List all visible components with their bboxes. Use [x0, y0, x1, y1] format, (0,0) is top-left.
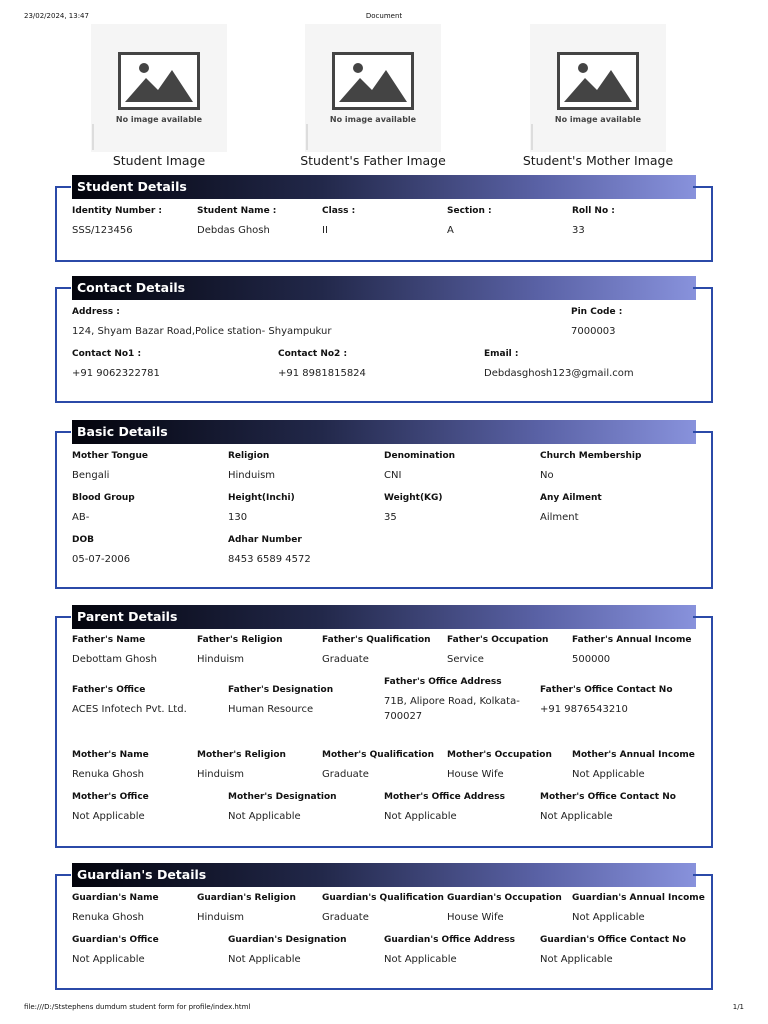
- any-ailment-label: Any Ailment: [540, 493, 602, 503]
- father-religion-value: Hinduism: [197, 654, 245, 665]
- contact-no2-label: Contact No2 :: [278, 349, 348, 359]
- denomination-label: Denomination: [384, 451, 456, 461]
- address-label: Address :: [72, 307, 120, 317]
- church-membership-value: No: [540, 470, 554, 481]
- father-income-value: 500000: [572, 654, 611, 665]
- guardian-qualification-label: Guardian's Qualification: [322, 893, 444, 903]
- student-image-placeholder: [91, 24, 227, 152]
- contact-no1-value: +91 9062322781: [72, 368, 160, 379]
- section-title: Parent Details: [72, 605, 696, 629]
- father-occupation-label: Father's Occupation: [447, 635, 549, 645]
- print-file-path: file:///D:/Ststephens dumdum student form for profile/index.html: [24, 1003, 251, 1011]
- father-office-label: Father's Office: [72, 685, 146, 695]
- mother-occupation-value: House Wife: [447, 769, 504, 780]
- religion-label: Religion: [228, 451, 270, 461]
- father-designation-label: Father's Designation: [228, 685, 334, 695]
- mother-designation-label: Mother's Designation: [228, 792, 337, 802]
- mother-image-placeholder: [530, 24, 666, 152]
- guardian-occupation-value: House Wife: [447, 912, 504, 923]
- religion-value: Hinduism: [228, 470, 276, 481]
- roll-no-label: Roll No :: [572, 206, 615, 216]
- student-image-label: Student Image: [112, 153, 206, 168]
- height-value: 130: [228, 512, 248, 523]
- student-details-section: [55, 179, 713, 262]
- father-office-contact-label: Father's Office Contact No: [540, 685, 673, 695]
- guardian-qualification-value: Graduate: [322, 912, 369, 923]
- identity-number-value: SSS/123456: [72, 225, 133, 236]
- image-placeholder-icon: [118, 52, 200, 110]
- father-office-address-label: Father's Office Address: [384, 677, 502, 687]
- section-label: Section :: [447, 206, 492, 216]
- placeholder-watermark: [306, 124, 308, 150]
- father-office-address-value: 71B, Alipore Road, Kolkata-700027: [384, 696, 520, 722]
- mother-name-label: Mother's Name: [72, 750, 149, 760]
- guardian-income-value: Not Applicable: [572, 912, 645, 923]
- section-value: A: [447, 225, 454, 236]
- guardian-office-value: Not Applicable: [72, 954, 145, 965]
- guardian-office-address-value: Not Applicable: [384, 954, 457, 965]
- print-document-title: Document: [365, 12, 403, 20]
- image-placeholder-icon: [557, 52, 639, 110]
- mother-qualification-value: Graduate: [322, 769, 369, 780]
- no-image-text: No image available: [115, 115, 203, 124]
- mother-name-value: Renuka Ghosh: [72, 769, 145, 780]
- guardian-name-label: Guardian's Name: [72, 893, 159, 903]
- father-office-contact-value: +91 9876543210: [540, 704, 628, 715]
- image-placeholder-icon: [332, 52, 414, 110]
- placeholder-watermark: [92, 124, 94, 150]
- guardian-name-value: Renuka Ghosh: [72, 912, 145, 923]
- father-designation-value: Human Resource: [228, 704, 314, 715]
- church-membership-label: Church Membership: [540, 451, 642, 461]
- mother-office-address-value: Not Applicable: [384, 811, 457, 822]
- blood-group-value: AB-: [72, 512, 90, 523]
- guardian-office-contact-value: Not Applicable: [540, 954, 613, 965]
- mother-tongue-value: Bengali: [72, 470, 110, 481]
- father-income-label: Father's Annual Income: [572, 635, 692, 645]
- mother-designation-value: Not Applicable: [228, 811, 301, 822]
- father-occupation-value: Service: [447, 654, 484, 665]
- identity-number-label: Identity Number :: [72, 206, 163, 216]
- dob-label: DOB: [72, 535, 94, 545]
- no-image-text: No image available: [554, 115, 642, 124]
- mother-office-value: Not Applicable: [72, 811, 145, 822]
- section-title: Student Details: [72, 175, 696, 199]
- father-name-label: Father's Name: [72, 635, 146, 645]
- guardian-income-label: Guardian's Annual Income: [572, 893, 705, 903]
- contact-no2-value: +91 8981815824: [278, 368, 366, 379]
- dob-value: 05-07-2006: [72, 554, 131, 565]
- photo-row: [0, 24, 768, 174]
- email-value: Debdasghosh123@gmail.com: [484, 368, 634, 379]
- height-label: Height(Inchi): [228, 493, 295, 503]
- guardian-details-section: [55, 867, 713, 990]
- section-title: Contact Details: [72, 276, 696, 300]
- mother-tongue-label: Mother Tongue: [72, 451, 149, 461]
- address-value: 124, Shyam Bazar Road,Police station- Shyampukur: [72, 326, 332, 337]
- adhar-number-value: 8453 6589 4572: [228, 554, 311, 565]
- class-label: Class :: [322, 206, 356, 216]
- placeholder-watermark: [531, 124, 533, 150]
- student-name-value: Debdas Ghosh: [197, 225, 270, 236]
- section-title: Basic Details: [72, 420, 696, 444]
- mother-income-value: Not Applicable: [572, 769, 645, 780]
- father-name-value: Debottam Ghosh: [72, 654, 157, 665]
- mother-occupation-label: Mother's Occupation: [447, 750, 552, 760]
- student-photo: [69, 24, 249, 168]
- student-name-label: Student Name :: [197, 206, 277, 216]
- mother-image-label: Student's Mother Image: [522, 153, 674, 168]
- parent-details-section: [55, 609, 713, 848]
- mother-income-label: Mother's Annual Income: [572, 750, 695, 760]
- father-qualification-value: Graduate: [322, 654, 369, 665]
- guardian-office-address-label: Guardian's Office Address: [384, 935, 515, 945]
- pin-code-value: 7000003: [571, 326, 616, 337]
- mother-office-contact-label: Mother's Office Contact No: [540, 792, 676, 802]
- print-page-number: 1/1: [732, 1003, 744, 1011]
- father-office-value: ACES Infotech Pvt. Ltd.: [72, 704, 187, 715]
- basic-details-section: [55, 424, 713, 589]
- guardian-designation-value: Not Applicable: [228, 954, 301, 965]
- no-image-text: No image available: [329, 115, 417, 124]
- father-photo: [283, 24, 463, 168]
- mother-religion-label: Mother's Religion: [197, 750, 286, 760]
- guardian-designation-label: Guardian's Designation: [228, 935, 347, 945]
- weight-value: 35: [384, 512, 397, 523]
- contact-no1-label: Contact No1 :: [72, 349, 142, 359]
- father-image-placeholder: [305, 24, 441, 152]
- blood-group-label: Blood Group: [72, 493, 135, 503]
- father-image-label: Student's Father Image: [300, 153, 446, 168]
- guardian-religion-label: Guardian's Religion: [197, 893, 296, 903]
- guardian-religion-value: Hinduism: [197, 912, 245, 923]
- father-qualification-label: Father's Qualification: [322, 635, 431, 645]
- father-religion-label: Father's Religion: [197, 635, 283, 645]
- class-value: II: [322, 225, 328, 236]
- mother-office-contact-value: Not Applicable: [540, 811, 613, 822]
- email-label: Email :: [484, 349, 519, 359]
- mother-office-address-label: Mother's Office Address: [384, 792, 506, 802]
- guardian-occupation-label: Guardian's Occupation: [447, 893, 562, 903]
- weight-label: Weight(KG): [384, 493, 443, 503]
- adhar-number-label: Adhar Number: [228, 535, 302, 545]
- guardian-office-contact-label: Guardian's Office Contact No: [540, 935, 686, 945]
- denomination-value: CNI: [384, 470, 402, 481]
- contact-details-section: [55, 280, 713, 403]
- mother-religion-value: Hinduism: [197, 769, 245, 780]
- any-ailment-value: Ailment: [540, 512, 579, 523]
- mother-photo: [508, 24, 688, 168]
- guardian-office-label: Guardian's Office: [72, 935, 159, 945]
- section-title: Guardian's Details: [72, 863, 696, 887]
- roll-no-value: 33: [572, 225, 585, 236]
- mother-office-label: Mother's Office: [72, 792, 149, 802]
- pin-code-label: Pin Code :: [571, 307, 623, 317]
- print-datetime: 23/02/2024, 13:47: [24, 12, 89, 20]
- mother-qualification-label: Mother's Qualification: [322, 750, 434, 760]
